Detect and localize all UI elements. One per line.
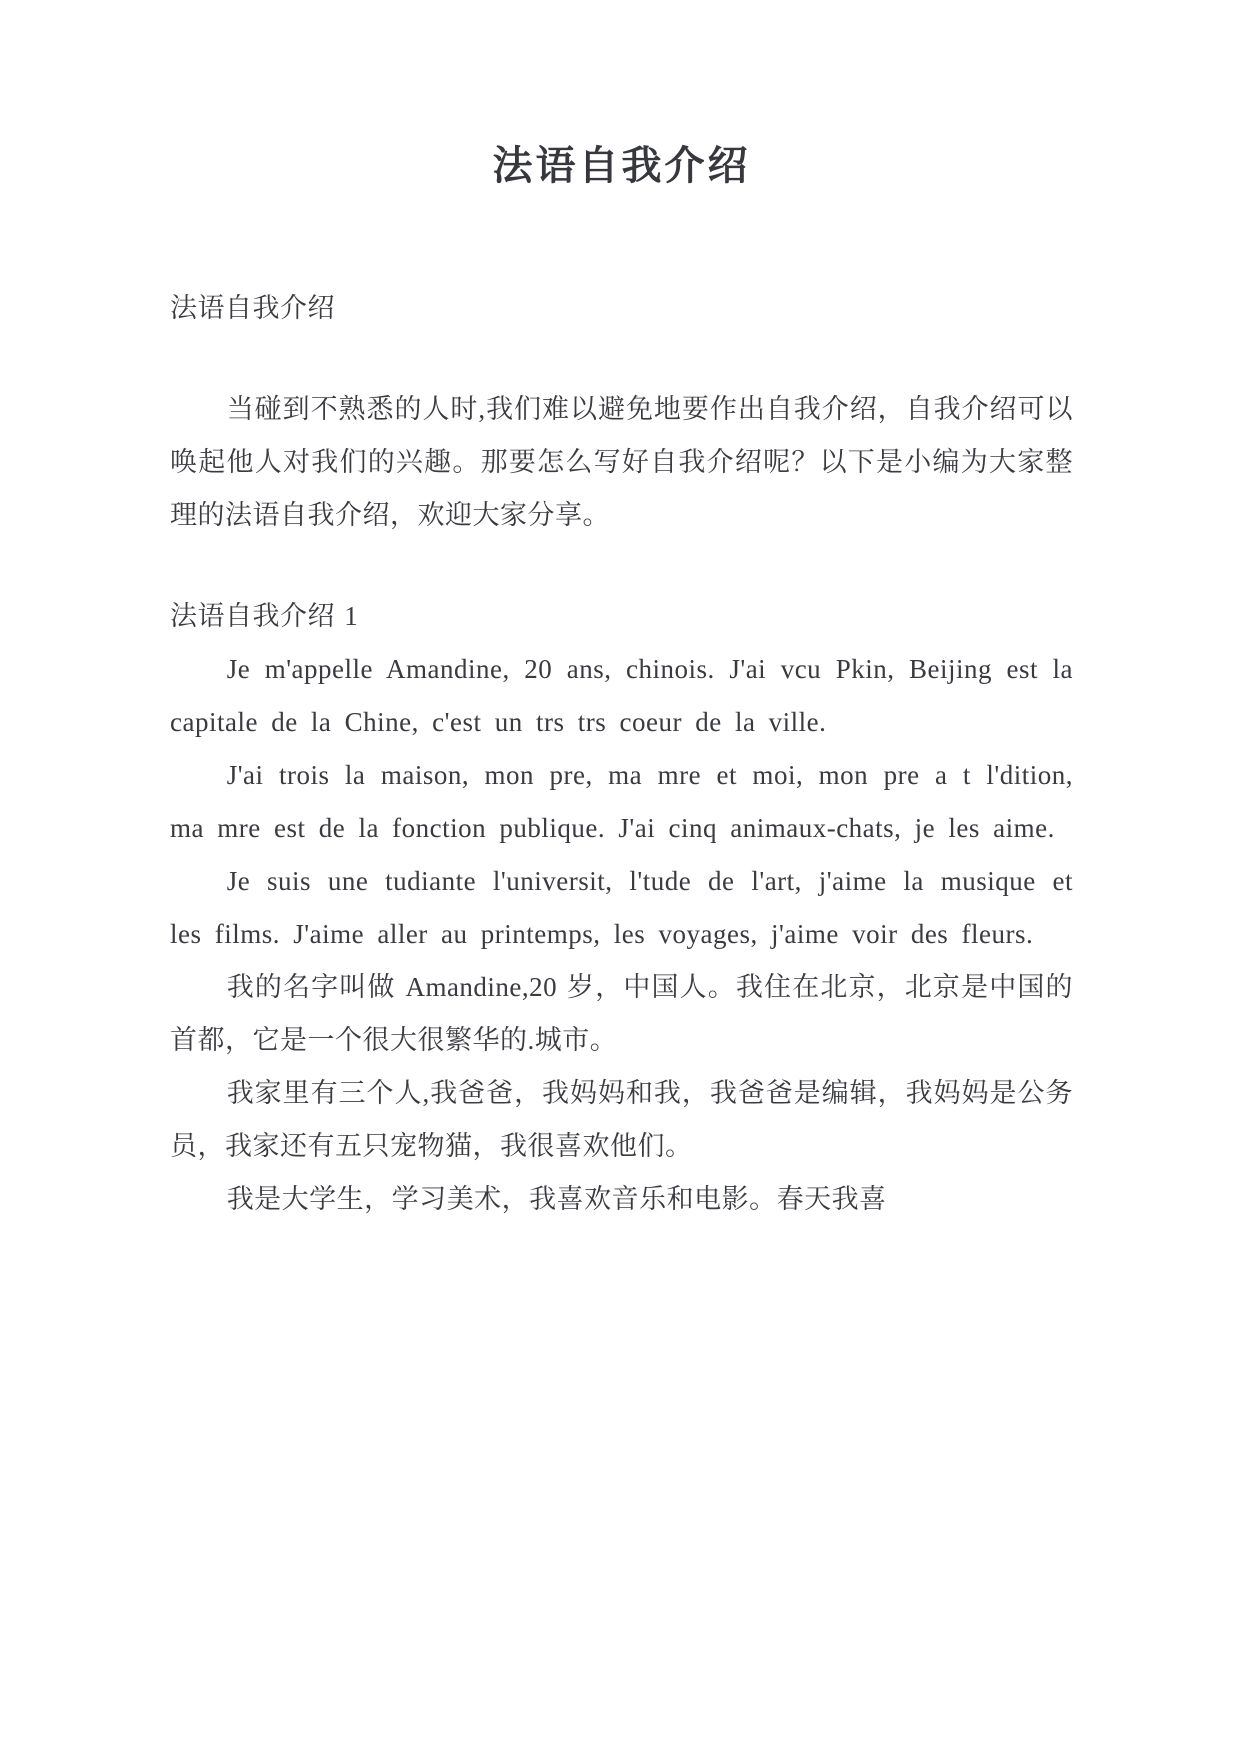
paragraph-french-2: J'ai trois la maison, mon pre, ma mre et moi, mon pre a t l'dition, ma mre est de la fonction publique. J'ai cinq animaux-chats, je les aime. [170,760,1073,843]
paragraph-intro: 当碰到不熟悉的人时,我们难以避免地要作出自我介绍，自我介绍可以唤起他人对我们的兴趣。那要怎么写好自我介绍呢？以下是小编为大家整理的法语自我介绍，欢迎大家分享。 [170,394,1073,530]
paragraph-french-1: Je m'appelle Amandine, 20 ans, chinois. J'ai vcu Pkin, Beijing est la capitale de la Chine, c'est un trs trs coeur de la ville. [170,654,1073,737]
paragraph-section-heading: 法语自我介绍 1 [170,601,359,631]
paragraph-chinese-2: 我家里有三个人,我爸爸，我妈妈和我，我爸爸是编辑，我妈妈是公务员，我家还有五只宠物猫，我很喜欢他们。 [170,1078,1073,1161]
paragraph-chinese-1: 我的名字叫做 Amandine,20 岁，中国人。我住在北京，北京是中国的首都，它是一个很大很繁华的.城市。 [170,972,1073,1055]
document-title: 法语自我介绍 [492,143,751,188]
paragraph-french-3: Je suis une tudiante l'universit, l'tude de l'art, j'aime la musique et les films. J'aime aller au printemps, les voyages, j'aime voir des fleurs. [170,866,1073,949]
paragraph-chinese-3: 我是大学生，学习美术，我喜欢音乐和电影。春天我喜 [226,1184,887,1214]
paragraph-heading: 法语自我介绍 [170,293,335,323]
